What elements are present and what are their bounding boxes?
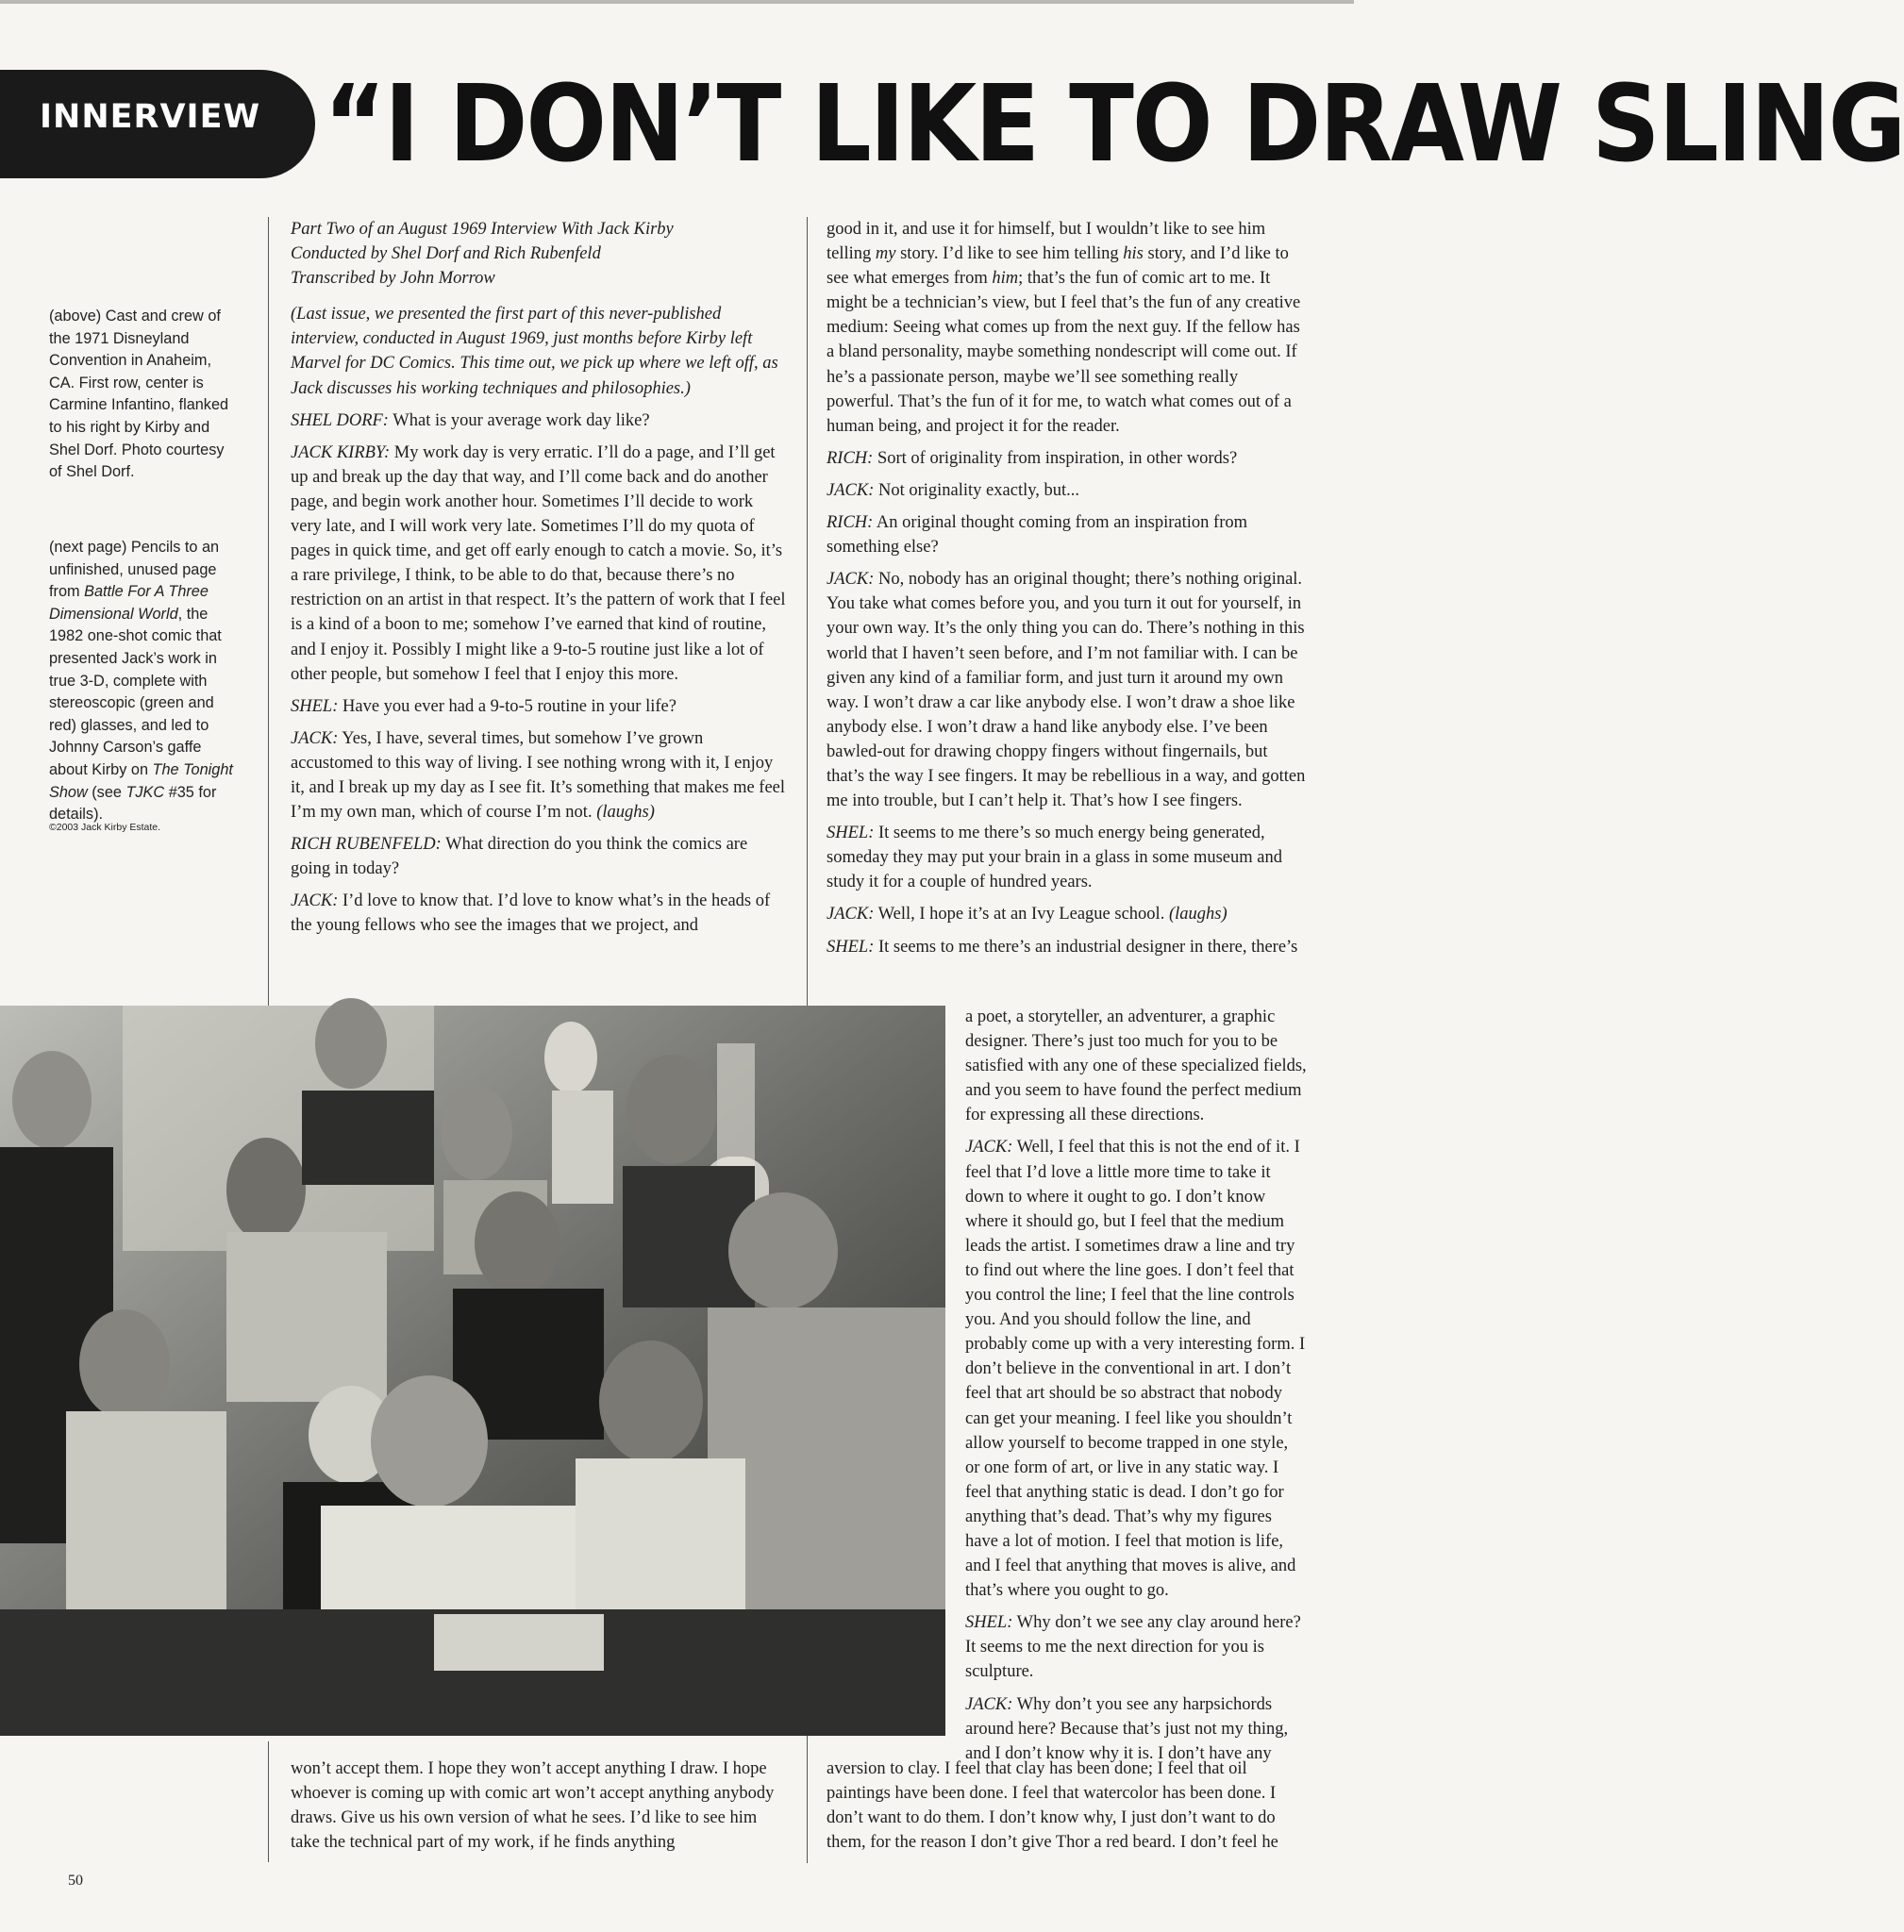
- speaker: JACK:: [827, 570, 875, 590]
- stage-direction: (laughs): [596, 803, 655, 823]
- credit-line: Part Two of an August 1969 Interview With Jack Kirby: [291, 220, 674, 239]
- copyright-notice: ©2003 Jack Kirby Estate.: [49, 822, 161, 833]
- speaker: JACK:: [827, 480, 875, 500]
- paragraph: [291, 726, 786, 824]
- paragraph: [827, 446, 1308, 471]
- photo-caption: (above) Cast and crew of the 1971 Disneyland Convention in Anaheim, CA. First row, center is Carmine Infantino, flanked to his right by Kirby and Shel Dorf. Photo courtesy of Shel Dorf.: [49, 308, 229, 481]
- speaker: RICH:: [827, 513, 874, 533]
- paragraph-text: story, and I’d like to see what emerges from: [827, 244, 1289, 289]
- paragraph-text: Sort of originality from inspiration, in other words?: [873, 448, 1238, 468]
- column-rule: [268, 217, 269, 1009]
- paragraph-text: good in it, and use it for himself, but I wouldn’t like to see him telling: [827, 220, 1266, 264]
- speaker: SHEL:: [827, 937, 875, 957]
- paragraph: [965, 1692, 1307, 1766]
- department-label: INNERVIEW: [40, 98, 261, 136]
- paragraph-text: Why don’t we see any clay around here? It seems to me the next direction for you is sculpture.: [965, 1613, 1301, 1682]
- paragraph: [827, 902, 1308, 926]
- paragraph-text: Have you ever had a 9-to-5 routine in your life?: [338, 696, 676, 716]
- paragraph-text: It seems to me there’s so much energy being generated, someday they may put your brain in a glass in some museum and study it for a couple of hundred years.: [827, 824, 1282, 892]
- paragraph-text: aversion to clay. I feel that clay has been done; I feel that oil paintings have been done. I feel that watercolor has been done. I don’t want to do them. I don’t know why, I just don’t want to do them, for the reason I don’t give Thor a red beard. I don’t feel he: [827, 1759, 1278, 1853]
- paragraph: [827, 821, 1308, 894]
- paragraph: [827, 567, 1308, 813]
- column-rule: [268, 1741, 269, 1862]
- speaker: JACK KIRBY:: [291, 442, 391, 462]
- caption-title: TJKC: [125, 783, 165, 801]
- caption-title: The Tonight Show: [49, 760, 233, 801]
- paragraph: [827, 510, 1308, 559]
- caption-text: (see: [87, 783, 126, 801]
- credit-line: Transcribed by John Morrow: [291, 269, 495, 289]
- credit-line: Conducted by Shel Dorf and Rich Rubenfeld: [291, 244, 601, 264]
- paragraph: [827, 478, 1308, 503]
- speaker: JACK:: [965, 1694, 1013, 1714]
- paragraph-text: ; that’s the fun of comic art to me. It might be a technician’s view, but I feel that’s the fun of any creative medium: Seeing what comes up from the next guy. If the fellow has a bland personality, maybe something nondescript will come out. If he’s a passionate person, maybe we’ll see something really powerful. That’s the fun of it for me, to watch what comes out of a human being, and project it for the reader.: [827, 269, 1301, 436]
- article-credits: [291, 217, 786, 291]
- paragraph-text: Well, I hope it’s at an Ivy League school.: [874, 905, 1169, 924]
- next-page-caption: [49, 537, 238, 826]
- page-number: 50: [68, 1873, 83, 1889]
- article-column-2: [827, 217, 1308, 959]
- top-border: [0, 0, 1354, 4]
- caption-text: (next page) Pencils to an unfinished, unused page from: [49, 539, 220, 601]
- caption-title: Battle For A Three Dimensional World: [49, 583, 209, 623]
- speaker: JACK:: [827, 905, 875, 924]
- speaker: RICH RUBENFELD:: [291, 835, 442, 855]
- paragraph: [965, 1610, 1307, 1684]
- paragraph-text: An original thought coming from an inspiration from something else?: [827, 513, 1247, 558]
- paragraph: [291, 832, 786, 881]
- paragraph-text: My work day is very erratic. I’ll do a page, and I’ll get up and break up the day that way, and I’ll come back and do another page, and begin work another hour. Sometimes I’ll decide to work very late, and I will work very late. Sometimes I’ll do my quota of pages in quick time, and get off early enough to catch a movie. So, it’s a rare privilege, I think, to be able to do that, because there’s no restriction on an artist in that respect. It’s the pattern of work that I feel is a kind of a boon to me; somehow I’ve earned that kind of routine, and I enjoy it. Possibly I might like a 9-to-5 routine just like a lot of other people, but somehow I feel that I enjoy this more.: [291, 442, 786, 684]
- paragraph-text: Well, I feel that this is not the end of it. I feel that I’d love a little more time to take it down to where it ought to go. I don’t know where it should go, but I feel that the medium leads the artist. I sometimes draw a line and try to find out where the line goes. I don’t feel that you control the line; I feel that the line controls you. And you should follow the line, and probably come up with a very interesting form. I don’t believe in the conventional in art. I don’t feel that art should be so abstract that nobody can get your meaning. I feel like you shouldn’t allow yourself to become trapped in one style, or one form of art, or live in any static way. I feel that anything static is dead. I don’t go for anything that’s dead. That’s why my figures have a lot of motion. I feel that motion is life, and I feel that anything that moves is alive, and that’s where you ought to go.: [965, 1138, 1306, 1601]
- speaker: JACK:: [291, 891, 339, 911]
- paragraph-text: Not originality exactly, but...: [874, 480, 1080, 500]
- group-photo: [0, 1006, 945, 1736]
- speaker: JACK:: [291, 728, 339, 748]
- speaker: RICH:: [827, 448, 874, 468]
- speaker: SHEL:: [827, 824, 875, 843]
- paragraph: [291, 441, 786, 687]
- article-column-1-continued: [291, 1757, 786, 1862]
- paragraph: [291, 694, 786, 719]
- paragraph-text: Why don’t you see any harpsichords around here? Because that’s just not my thing, and I don’t know why it is. I don’t have any: [965, 1694, 1289, 1763]
- group-photo-image: [0, 1006, 945, 1736]
- speaker: SHEL:: [965, 1613, 1013, 1633]
- paragraph: [965, 1135, 1307, 1603]
- article-column-2-continued: [827, 1757, 1308, 1862]
- paragraph-text: a poet, a storyteller, an adventurer, a graphic designer. There’s just too much for you to be satisfied with any one of these specialized fields, and you seem to have found the perfect medium for expressing all these directions.: [965, 1008, 1307, 1125]
- caption-text: #35 for details).: [49, 783, 217, 824]
- speaker: JACK:: [965, 1138, 1013, 1158]
- paragraph: [291, 408, 786, 433]
- paragraph-text: What is your average work day like?: [388, 410, 650, 430]
- article-column-2-narrow: [965, 1005, 1307, 1774]
- paragraph: [827, 217, 1308, 439]
- stage-direction: (laughs): [1168, 905, 1228, 924]
- paragraph-text: It seems to me there’s an industrial designer in there, there’s: [874, 937, 1298, 957]
- speaker: SHEL:: [291, 696, 339, 716]
- article-intro: (Last issue, we presented the first part of this never-published interview, conducted in August 1969, just months before Kirby left Marvel for DC Comics. This time out, we pick up where we left off, as Jack discusses his working techniques and philosophies.): [291, 305, 778, 398]
- paragraph-text: won’t accept them. I hope they won’t accept anything I draw. I hope whoever is coming up with comic art won’t accept anything anybody draws. Give us his own version of what he sees. I’d like to see him take the technical part of my work, if he finds anything: [291, 1759, 775, 1853]
- paragraph-text: I’d love to know that. I’d love to know what’s in the heads of the young fellows who see the images that we project, and: [291, 891, 771, 936]
- article-column-1: [291, 217, 786, 946]
- paragraph-text: story. I’d like to see him telling: [895, 244, 1124, 264]
- emphasis: him: [992, 269, 1019, 289]
- speaker: SHEL DORF:: [291, 410, 389, 430]
- paragraph-text: What direction do you think the comics are going in today?: [291, 835, 748, 879]
- paragraph-text: No, nobody has an original thought; there’s nothing original. You take what comes before you, and you turn it out for yourself, in your own way. It’s the only thing you can do. There’s nothing in this world that I haven’t seen before, and I’m not familiar with. I can be given any kind of a familiar form, and just turn it around my own way. I won’t draw a car like anybody else. I won’t draw a shoe like anybody else. I won’t draw a hand like anybody else. I’ve been bawled-out for drawing choppy fingers without fingernails, but that’s the way I see fingers. It may be rebellious in a way, and gotten me into trouble, but I can’t help it. That’s how I see fingers.: [827, 570, 1306, 811]
- paragraph: [291, 889, 786, 938]
- paragraph: [827, 935, 1308, 959]
- emphasis: my: [875, 244, 896, 264]
- paragraph-text: Yes, I have, several times, but somehow I’ve grown accustomed to this way of living. I see nothing wrong with it, I enjoy it, and I break up my day as I see fit. It’s something that makes me feel I’m my own man, which of course I’m not.: [291, 728, 786, 823]
- emphasis: his: [1123, 244, 1144, 264]
- paragraph: [965, 1005, 1307, 1127]
- caption-text: , the 1982 one-shot comic that presented Jack’s work in true 3-D, complete with stereoscopic (green and red) glasses, and led to Johnny Carson’s gaffe about Kirby on: [49, 605, 222, 778]
- headline: “I DON’T LIKE TO DRAW SLING: [324, 63, 1904, 186]
